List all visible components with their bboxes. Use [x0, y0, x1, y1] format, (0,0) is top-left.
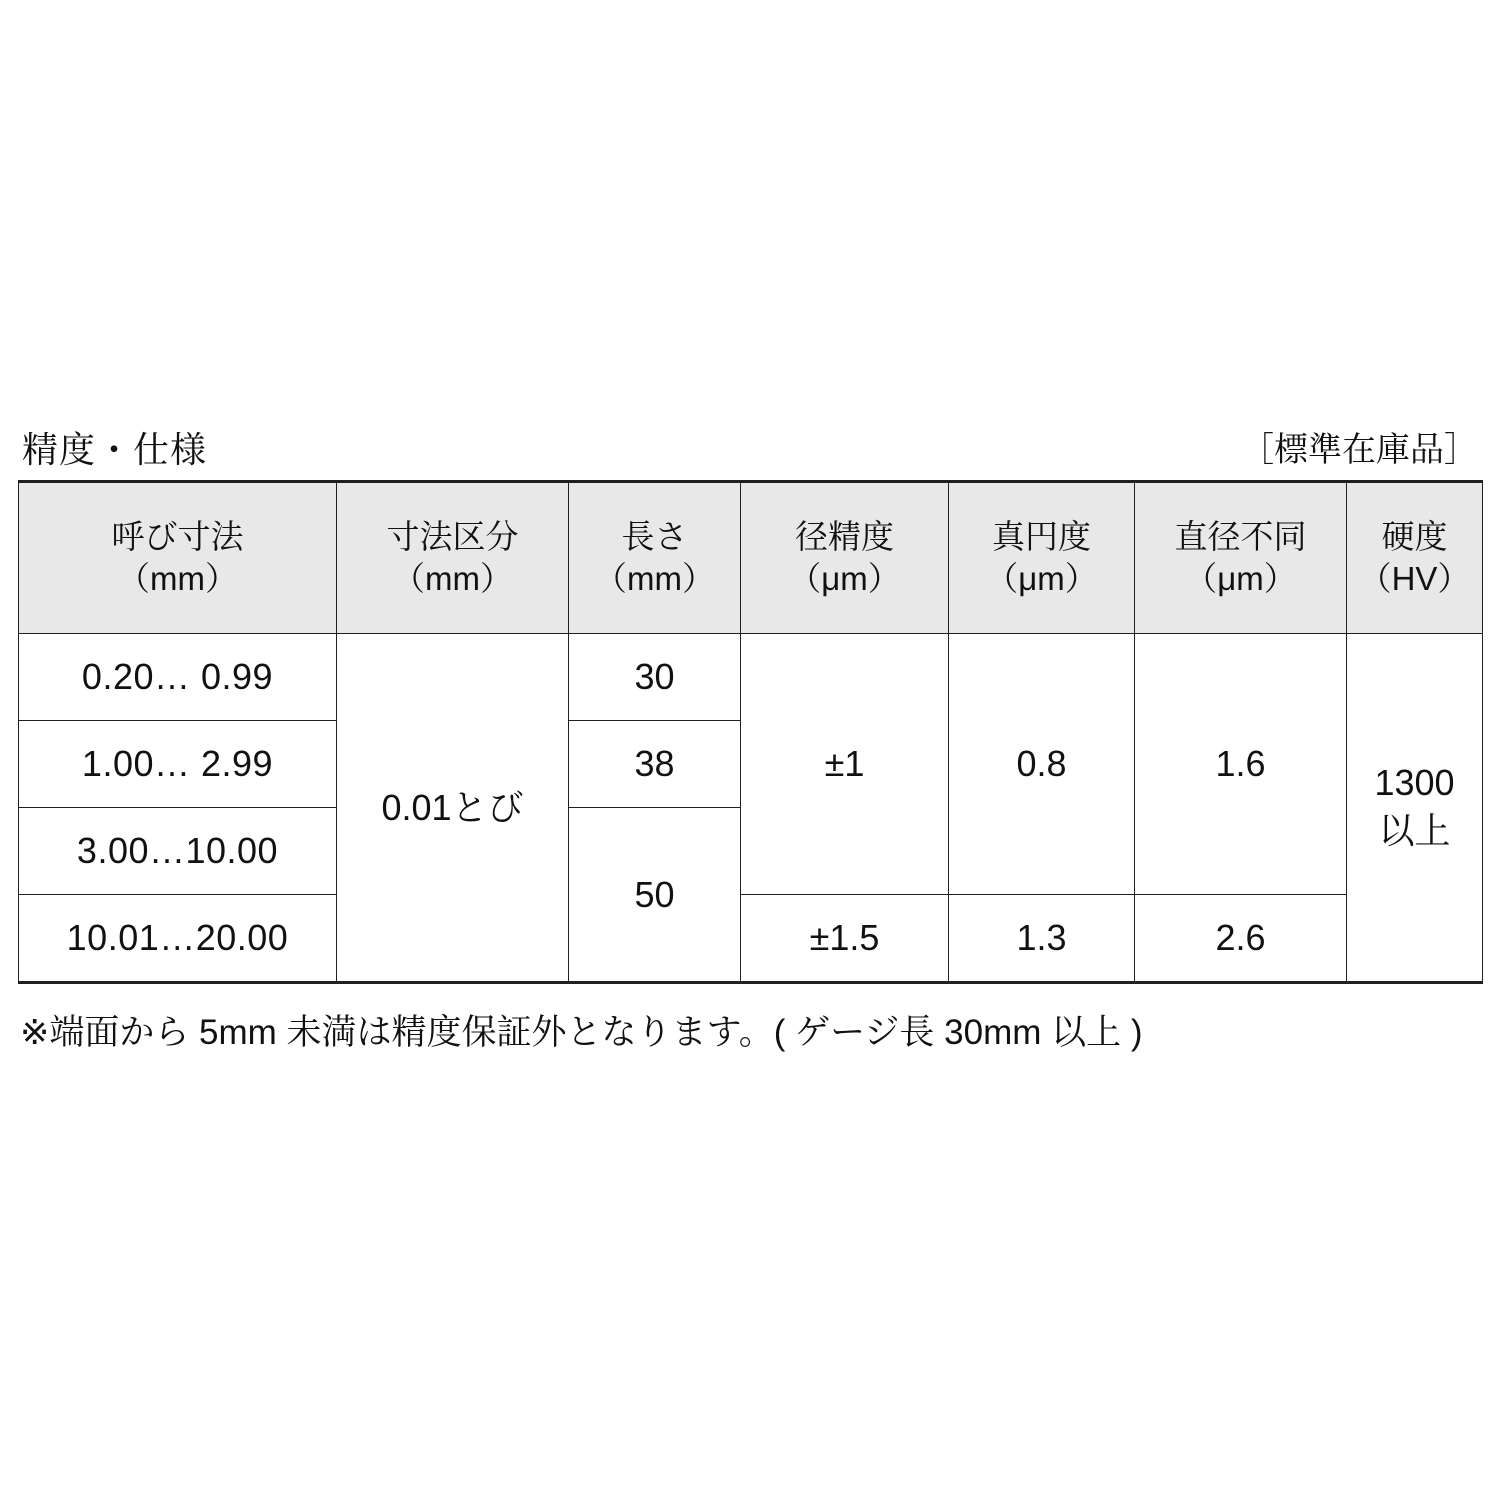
cell-size-step: 0.01とび — [337, 633, 569, 982]
spec-footnote: ※端面から 5mm 未満は精度保証外となります。( ゲージ長 30mm 以上 ) — [20, 1013, 1143, 1052]
cell-diameter-difference: 1.6 — [1135, 633, 1347, 894]
cell-roundness: 1.3 — [949, 894, 1135, 982]
cell-length: 38 — [569, 720, 741, 807]
header-nominal-size: 呼び寸法 （mm） — [19, 481, 337, 633]
spec-caption-note: ［標準在庫品］ — [1240, 431, 1478, 470]
header-length: 長さ （mm） — [569, 481, 741, 633]
cell-nominal-size: 1.00… 2.99 — [19, 720, 337, 807]
header-row — [19, 481, 1483, 633]
cell-nominal-size: 10.01…20.00 — [19, 894, 337, 982]
header-diameter-difference: 直径不同 （μm） — [1135, 481, 1347, 633]
cell-nominal-size: 0.20… 0.99 — [19, 633, 337, 720]
spec-table-body — [19, 633, 1483, 982]
spec-caption-title: 精度・仕様 — [22, 429, 208, 470]
spec-table — [18, 480, 1483, 984]
cell-diameter-accuracy: ±1 — [741, 633, 949, 894]
table-row — [19, 633, 1483, 720]
header-size-step: 寸法区分 （mm） — [337, 481, 569, 633]
spec-table-head — [19, 481, 1483, 633]
table-row — [19, 894, 1483, 982]
header-roundness: 真円度 （μm） — [949, 481, 1135, 633]
cell-hardness: 1300 以上 — [1347, 633, 1483, 982]
cell-length: 50 — [569, 807, 741, 982]
cell-diameter-accuracy: ±1.5 — [741, 894, 949, 982]
cell-length: 30 — [569, 633, 741, 720]
header-hardness: 硬度 （HV） — [1347, 481, 1483, 633]
cell-nominal-size: 3.00…10.00 — [19, 807, 337, 894]
spec-block — [18, 430, 1482, 984]
cell-roundness: 0.8 — [949, 633, 1135, 894]
caption-row — [18, 430, 1482, 480]
header-diameter-accuracy: 径精度 （μm） — [741, 481, 949, 633]
cell-diameter-difference: 2.6 — [1135, 894, 1347, 982]
